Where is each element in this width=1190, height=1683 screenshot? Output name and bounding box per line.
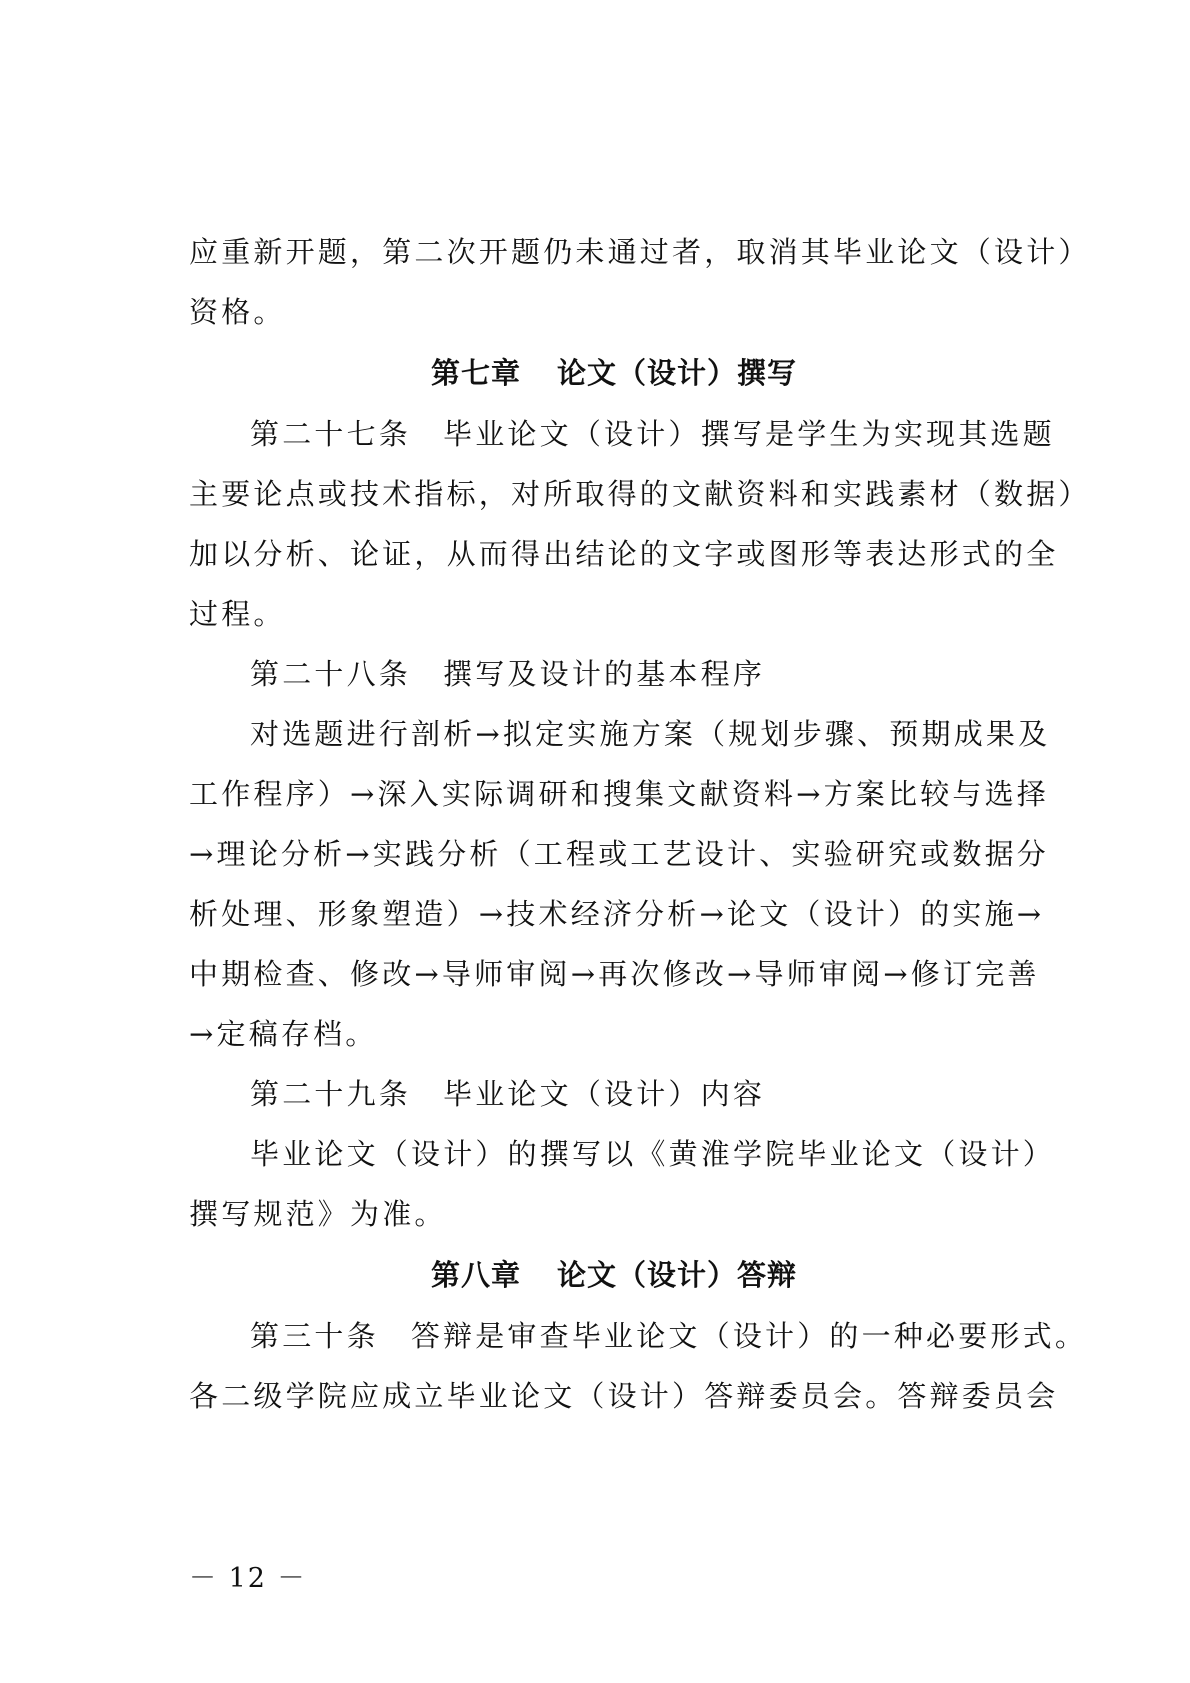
chapter-title: 论文（设计）答辩: [557, 1258, 798, 1292]
paragraph-line: 毕业论文（设计）的撰写以《黄淮学院毕业论文（设计）: [250, 1137, 1056, 1171]
article-label: 第三十条: [250, 1319, 379, 1353]
paragraph-line: 析处理、形象塑造）→技术经济分析→论文（设计）的实施→: [189, 897, 1045, 931]
article-first-line: [189, 404, 1055, 464]
paragraph-line: 各二级学院应成立毕业论文（设计）答辩委员会。答辩委员会: [189, 1379, 1059, 1413]
article-label: 第二十七条: [250, 417, 412, 451]
article-first-line: [189, 1064, 1039, 1124]
paragraph-line: 过程。: [189, 597, 286, 631]
paragraph-line: →理论分析→实践分析（工程或工艺设计、实验研究或数据分: [189, 837, 1049, 871]
article-label: 第二十九条: [250, 1077, 412, 1111]
paragraph-line: 主要论点或技术指标，对所取得的文献资料和实践素材（数据）: [189, 477, 1091, 511]
paragraph-line: 加以分析、论证，从而得出结论的文字或图形等表达形式的全: [189, 537, 1059, 571]
paragraph-line: 撰写规范》为准。: [189, 1197, 447, 1231]
chapter-number: 第七章: [430, 356, 521, 390]
paragraph-line: 工作程序）→深入实际调研和搜集文献资料→方案比较与选择: [189, 777, 1049, 811]
article-title: 毕业论文（设计）内容: [443, 1077, 766, 1111]
article-text: 毕业论文（设计）撰写是学生为实现其选题: [443, 417, 1055, 451]
paragraph-line: →定稿存档。: [189, 1017, 378, 1051]
article-title: 撰写及设计的基本程序: [443, 657, 766, 691]
chapter-number: 第八章: [430, 1258, 521, 1292]
chapter-title: 论文（设计）撰写: [557, 356, 798, 390]
paragraph-line: 对选题进行剖析→拟定实施方案（规划步骤、预期成果及: [250, 717, 1051, 751]
paragraph-line: 资格。: [189, 295, 286, 329]
article-text: 答辩是审查毕业论文（设计）的一种必要形式。: [410, 1319, 1088, 1353]
document-body: [189, 222, 1091, 1426]
article-first-line: [189, 644, 1039, 704]
paragraph-line: 应重新开题，第二次开题仍未通过者，取消其毕业论文（设计）: [189, 235, 1091, 269]
page-number: － 12 －: [189, 1563, 307, 1594]
paragraph-line: 中期检查、修改→导师审阅→再次修改→导师审阅→修订完善: [189, 957, 1040, 991]
article-first-line: [189, 1306, 1088, 1366]
chapter-heading: [189, 342, 1039, 404]
chapter-heading: [189, 1244, 1039, 1306]
article-label: 第二十八条: [250, 657, 412, 691]
